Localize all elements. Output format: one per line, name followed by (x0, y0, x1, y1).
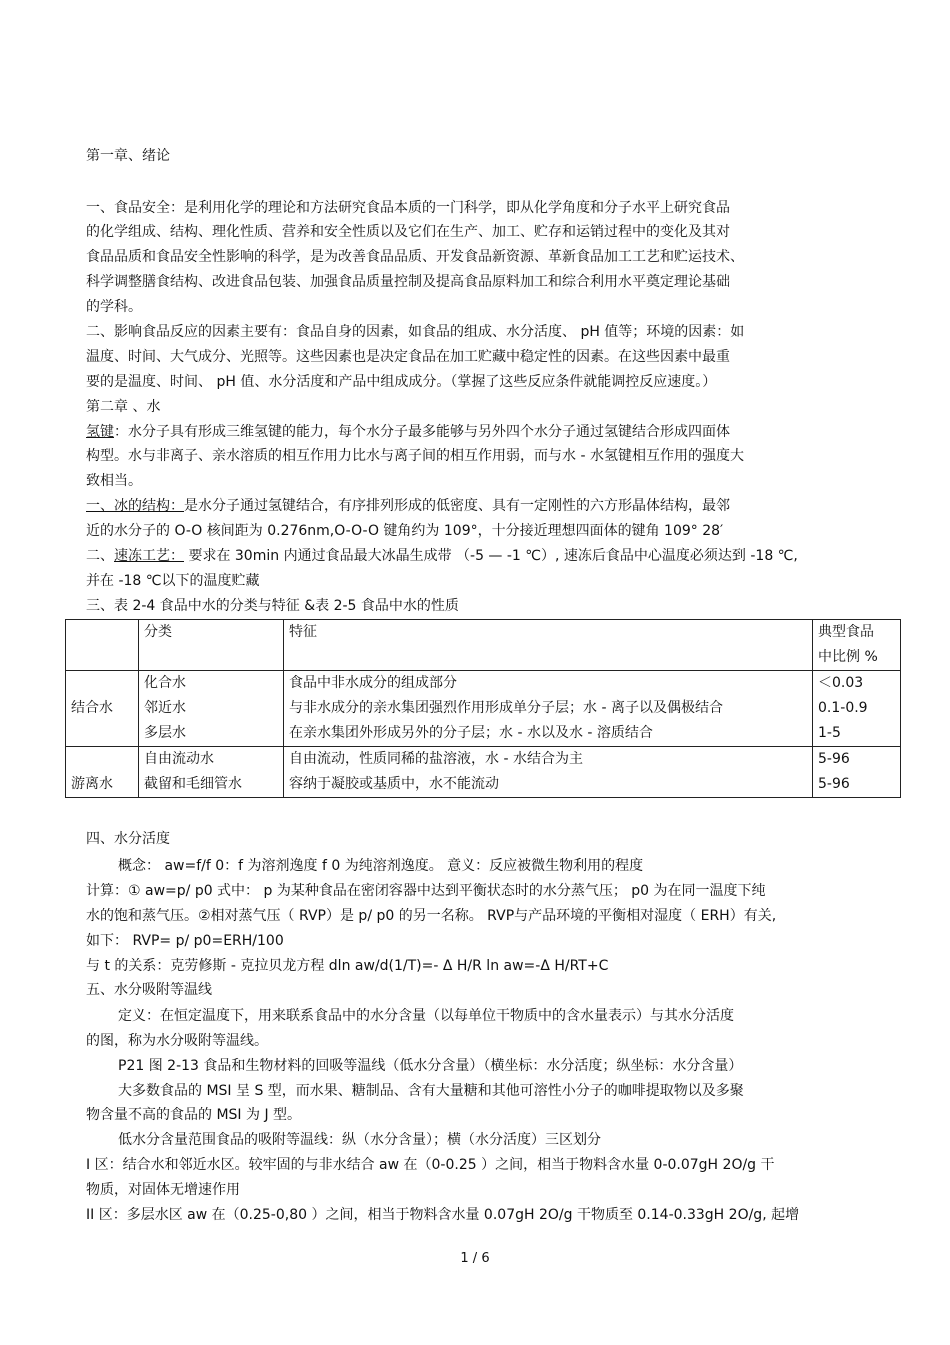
table-cell (139, 671, 284, 747)
class-name: 截留和毛细管水 (144, 776, 242, 792)
ratio-value: 5-96 (818, 776, 850, 792)
text-line: 构型。水与非离子、亲水溶质的相互作用力比水与离子间的相互作用弱，而与水 - 水氢键相互作用的强度大 (86, 448, 744, 464)
table-cell (139, 747, 284, 798)
text-line: 计算：① aw=p/ p0 式中： p 为某种食品在密闭容器中达到平衡状态时的水分蒸气压； p0 为在同一温度下纯 (86, 883, 766, 899)
class-name: 化合水 (144, 675, 186, 691)
text-line: 温度、时间、大气成分、光照等。这些因素也是决定食品在加工贮藏中稳定性的因素。在这些因素中最重 (86, 349, 730, 365)
text-line: P21 图 2-13 食品和生物材料的回吸等温线（低水分含量）（横坐标：水分活度；纵坐标：水分含量） (118, 1058, 743, 1074)
section-5-title: 五、水分吸附等温线 (86, 982, 212, 998)
text-line: 近的水分子的 O-O 核间距为 0.276nm,O-O-O 键角约为 109°，十分接近理想四面体的键角 109° 28′ (86, 523, 724, 539)
text-line: 大多数食品的 MSI 呈 S 型，而水果、糖制品、含有大量糖和其他可溶性小分子的咖啡提取物以及多聚 (118, 1083, 744, 1099)
hydrogen-bond-definition (86, 422, 730, 442)
text-line: 的化学组成、结构、理化性质、营养和安全性质以及它们在生产、加工、贮存和运销过程中的变化及其对 (86, 224, 730, 240)
chapter-1-title: 第一章、绪论 (86, 148, 170, 164)
table-header-class: 分类 (139, 620, 284, 671)
class-name: 多层水 (144, 725, 186, 741)
hydrogen-bond-term: 氢键 (86, 424, 114, 440)
text-line: 的学科。 (86, 299, 142, 315)
text-line: 定义：在恒定温度下，用来联系食品中的水分含量（以每单位干物质中的含水量表示）与其水分活度 (118, 1008, 734, 1024)
feature-text: 容纳于凝胶或基质中，水不能流动 (289, 776, 499, 792)
table-row-free-water (66, 747, 901, 798)
text-segment: 二、 (86, 548, 114, 564)
table-cell (813, 671, 901, 747)
table-header-row (66, 620, 901, 671)
water-classification-table (65, 619, 901, 798)
text-segment: 典型食品 (818, 624, 874, 640)
text-line: I 区：结合水和邻近水区。较牢固的与非水结合 aw 在（0-0.25 ）之间，相当于物料含水量 0-0.07gH 2O/g 干 (86, 1157, 775, 1173)
free-water-label: 游离水 (66, 747, 139, 798)
ratio-value: 1-5 (818, 725, 841, 741)
feature-text: 在亲水集团外形成另外的分子层；水 - 水以及水 - 溶质结合 (289, 725, 653, 741)
table-row-bound-water (66, 671, 901, 747)
bound-water-label: 结合水 (66, 671, 139, 747)
class-name: 邻近水 (144, 700, 186, 716)
text-line: 与 t 的关系：克劳修斯 - 克拉贝龙方程 dln aw/d(1/T)=- Δ H/R ln aw=-Δ H/RT+C (86, 958, 609, 974)
quick-freeze-term: 速冻工艺： (114, 548, 184, 564)
text-line: 致相当。 (86, 473, 142, 489)
table-cell (813, 747, 901, 798)
text-segment: ：水分子具有形成三维氢键的能力，每个水分子最多能够与另外四个水分子通过氢键结合形成四面体 (114, 424, 730, 440)
quick-freeze-definition (86, 546, 798, 566)
ice-structure-definition (86, 496, 730, 516)
text-line: 如下： RVP= p/ p0=ERH/100 (86, 933, 284, 949)
page-number: 1 / 6 (460, 1251, 490, 1266)
feature-text: 与非水成分的亲水集团强烈作用形成单分子层；水 - 离子以及偶极结合 (289, 700, 723, 716)
table-cell (284, 671, 813, 747)
text-line: 并在 -18 ℃以下的温度贮藏 (86, 573, 260, 589)
text-line: 要的是温度、时间、 pH 值、水分活度和产品中组成成分。（掌握了这些反应条件就能调控反应速度。） (86, 374, 717, 390)
table-cell (66, 620, 139, 671)
table-cell (284, 747, 813, 798)
table-header-feature: 特征 (284, 620, 813, 671)
text-line: 物质，对固体无增速作用 (86, 1182, 240, 1198)
text-segment: 是水分子通过氢键结合，有序排列形成的低密度、具有一定刚性的六方形晶体结构，最邻 (184, 498, 730, 514)
table-header-ratio (813, 620, 901, 671)
ratio-value: 0.1-0.9 (818, 700, 868, 716)
chapter-2-title: 第二章 、水 (86, 399, 161, 415)
text-line: 一、食品安全：是利用化学的理论和方法研究食品本质的一门科学，即从化学角度和分子水平上研究食品 (86, 200, 730, 216)
text-line: 二、影响食品反应的因素主要有：食品自身的因素，如食品的组成、水分活度、 pH 值等；环境的因素：如 (86, 324, 745, 340)
ratio-value: 5-96 (818, 751, 850, 767)
text-line: 概念： aw=f/f 0：f 为溶剂逸度 f 0 为纯溶剂逸度。 意义：反应被微生物利用的程度 (118, 858, 644, 874)
class-name: 自由流动水 (144, 751, 214, 767)
text-segment: 要求在 30min 内通过食品最大冰晶生成带 （-5 — -1 ℃）, 速冻后食品中心温度必须达到 -18 ℃, (184, 548, 798, 564)
feature-text: 食品中非水成分的组成部分 (289, 675, 457, 691)
table-caption: 三、表 2-4 食品中水的分类与特征 &表 2-5 食品中水的性质 (86, 598, 459, 614)
text-line: II 区：多层水区 aw 在（0.25-0,80 ）之间，相当于物料含水量 0.07gH 2O/g 干物质至 0.14-0.33gH 2O/g, 起增 (86, 1207, 800, 1223)
text-line: 食品品质和食品安全性影响的科学，是为改善食品品质、开发食品新资源、革新食品加工工艺和贮运技术、 (86, 249, 744, 265)
text-line: 科学调整膳食结构、改进食品包装、加强食品质量控制及提高食品原料加工和综合利用水平奠定理论基础 (86, 274, 730, 290)
text-segment: 中比例 % (818, 649, 878, 665)
ratio-value: ＜0.03 (818, 675, 864, 691)
ice-structure-term: 一、冰的结构： (86, 498, 184, 514)
text-line: 的图，称为水分吸附等温线。 (86, 1033, 268, 1049)
section-4-title: 四、水分活度 (86, 831, 170, 847)
feature-text: 自由流动，性质同稀的盐溶液，水 - 水结合为主 (289, 751, 583, 767)
text-line: 水的饱和蒸气压。②相对蒸气压（ RVP）是 p/ p0 的另一名称。 RVP与产品环境的平衡相对湿度（ ERH）有关, (86, 908, 777, 924)
text-line: 物含量不高的食品的 MSI 为 J 型。 (86, 1107, 302, 1123)
text-line: 低水分含量范围食品的吸附等温线：纵（水分含量）；横（水分活度）三区划分 (118, 1132, 601, 1148)
